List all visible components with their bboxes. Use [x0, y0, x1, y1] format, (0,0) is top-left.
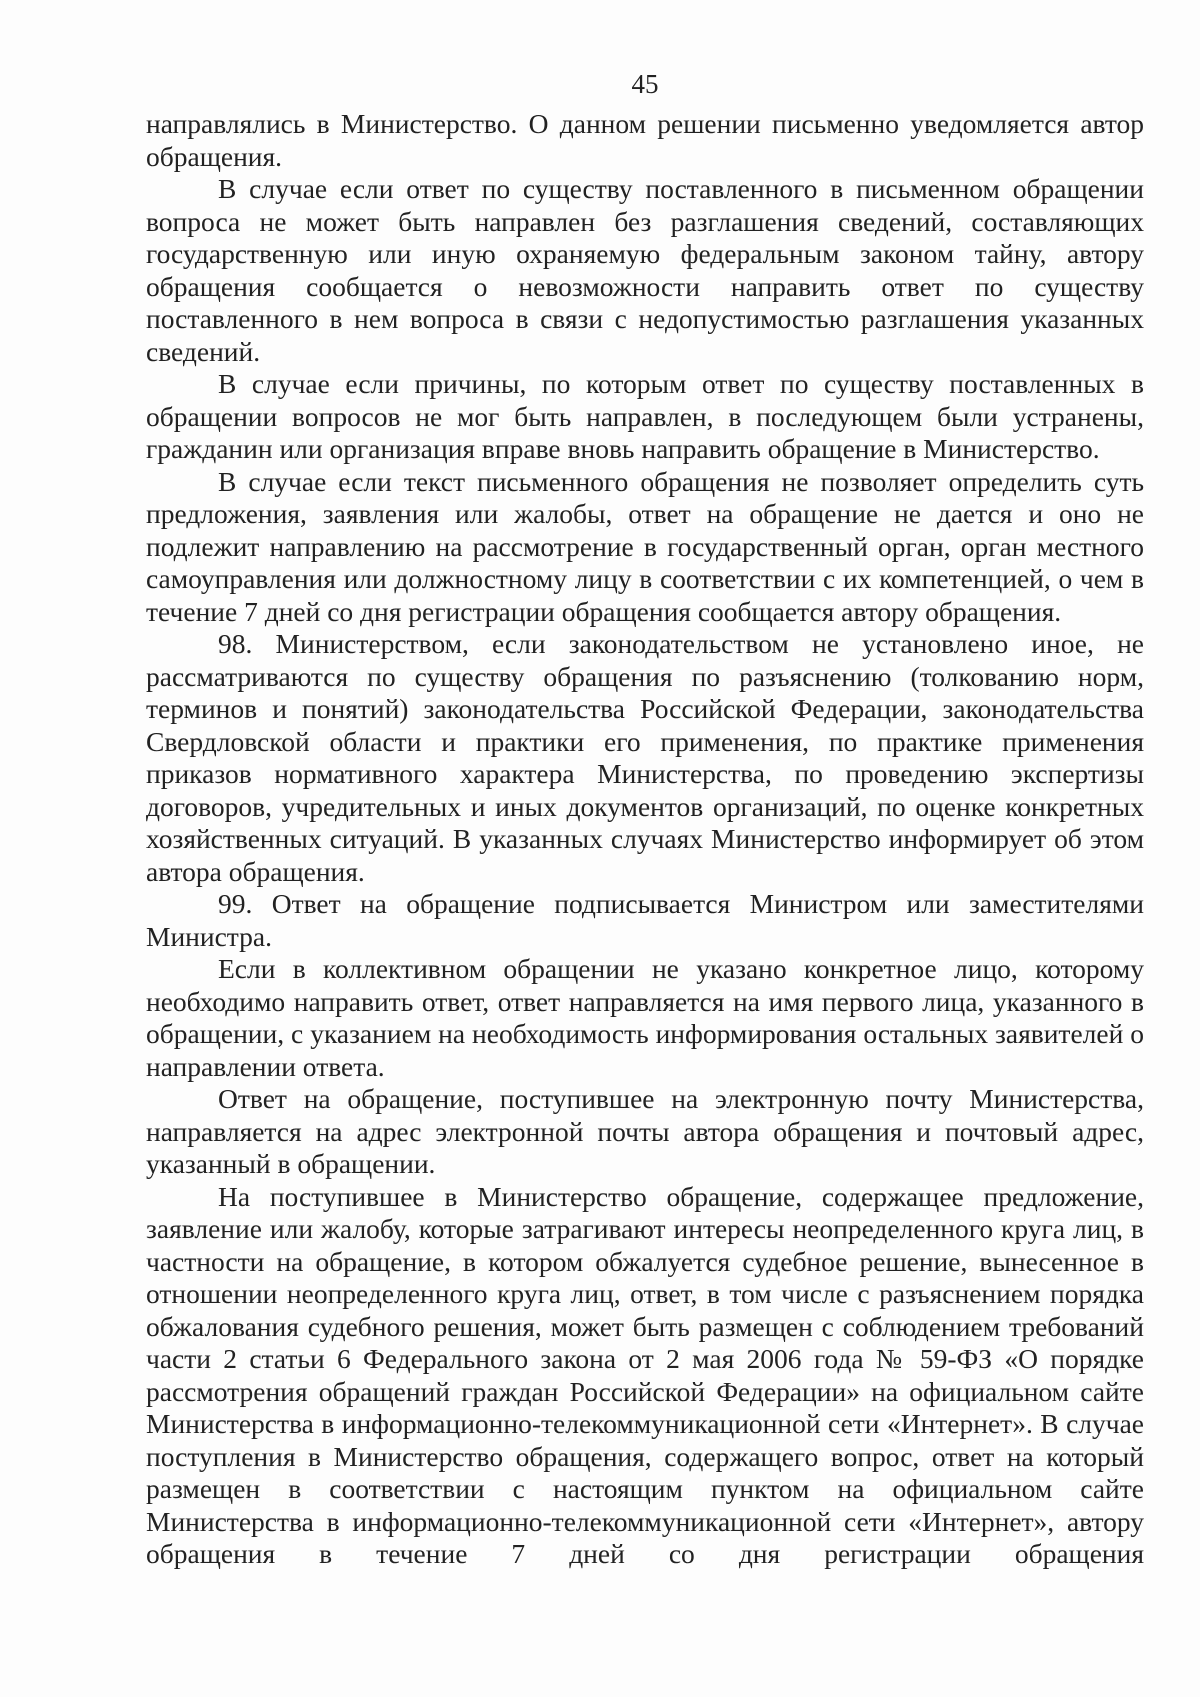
- page-number: 45: [631, 69, 659, 99]
- document-body: [146, 108, 1144, 1571]
- paragraph-item-99: 99. Ответ на обращение подписывается Министром или заместителями Министра.: [146, 888, 1144, 952]
- paragraph-public-interest: На поступившее в Министерство обращение, содержащее предложение, заявление или жалобу, которые затрагивают интересы неопределенного круга лиц, в частности на обращение, в котором обжалуется судебное решение, вынесенное в отношении неопределенного круга лиц, ответ, в том числе с разъяснением порядка обжалования судебного решения, может быть размещен с соблюдением требований части 2 статьи 6 Федерального закона от 2 мая 2006 года № 59-ФЗ «О порядке рассмотрения обращений граждан Российской Федерации» на официальном сайте Министерства в информационно-телекоммуникационной сети «Интернет». В случае поступления в Министерство обращения, содержащего вопрос, ответ на который размещен в соответствии с настоящим пунктом на официальном сайте Министерства в информационно-телекоммуникационной сети «Интернет», автору обращения в течение 7 дней со дня регистрации обращения: [146, 1180, 1144, 1569]
- paragraph-continuation: направлялись в Министерство. О данном решении письменно уведомляется автор обращения.: [146, 108, 1144, 172]
- paragraph-reasons-eliminated: В случае если причины, по которым ответ по существу поставленных в обращении вопросов не мог быть направлен, в последующем были устранены, гражданин или организация вправе вновь направить обращение в Министерство.: [146, 368, 1144, 464]
- paragraph-secret-information: В случае если ответ по существу поставленного в письменном обращении вопроса не может быть направлен без разглашения сведений, составляющих государственную или иную охраняемую федеральным законом тайну, автору обращения сообщается о невозможности направить ответ по существу поставленного в нем вопроса в связи с недопустимостью разглашения указанных сведений.: [146, 173, 1144, 367]
- paragraph-email-response: Ответ на обращение, поступившее на электронную почту Министерства, направляется на адрес электронной почты автора обращения и почтовый адрес, указанный в обращении.: [146, 1083, 1144, 1179]
- paragraph-collective-appeal: Если в коллективном обращении не указано конкретное лицо, которому необходимо направить ответ, ответ направляется на имя первого лица, указанного в обращении, с указанием на необходимость информирования остальных заявителей о направлении ответа.: [146, 953, 1144, 1082]
- paragraph-item-98: 98. Министерством, если законодательством не установлено иное, не рассматриваются по существу обращения по разъяснению (толкованию норм, терминов и понятий) законодательства Российской Федерации, законодательства Свердловской области и практики его применения, по практике применения приказов нормативного характера Министерства, по проведению экспертизы договоров, учредительных и иных документов организаций, по оценке конкретных хозяйственных ситуаций. В указанных случаях Министерство информирует об этом автора обращения.: [146, 628, 1144, 887]
- paragraph-unclear-text: В случае если текст письменного обращения не позволяет определить суть предложения, заявления или жалобы, ответ на обращение не дается и оно не подлежит направлению на рассмотрение в государственный орган, орган местного самоуправления или должностному лицу в соответствии с их компетенцией, о чем в течение 7 дней со дня регистрации обращения сообщается автору обращения.: [146, 465, 1144, 627]
